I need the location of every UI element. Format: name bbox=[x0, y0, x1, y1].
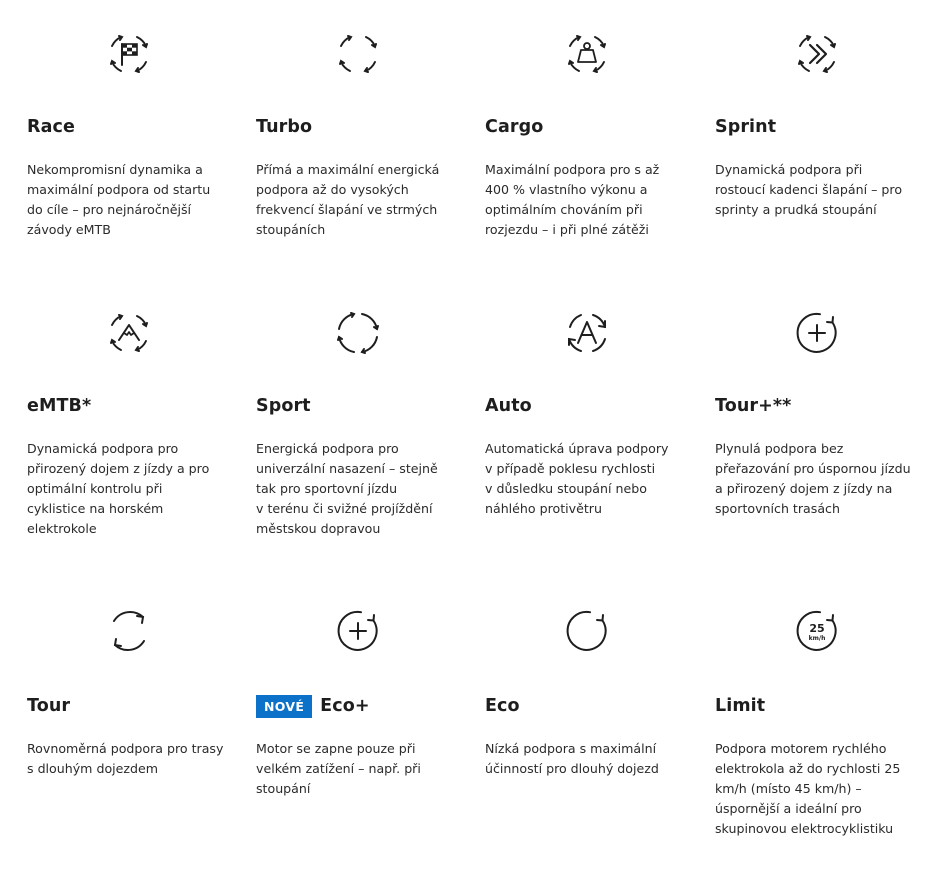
mode-title: Tour bbox=[27, 696, 71, 716]
mode-title: Limit bbox=[715, 696, 766, 716]
sprint-chevron-icon bbox=[791, 28, 843, 80]
limit-speed-value: 25 bbox=[809, 622, 825, 635]
limit-speed-icon bbox=[791, 605, 843, 657]
turbo-cycle-icon bbox=[332, 28, 384, 80]
eco-plus-icon bbox=[332, 605, 384, 657]
mode-description: Podpora motorem rychlého elektrokola až do rychlosti 25 km/h (místo 45 km/h) – úspornější a ideální pro skupinovou elektrocyklistiku bbox=[715, 741, 901, 836]
sport-cycle-icon bbox=[332, 307, 384, 359]
eco-cycle-icon bbox=[561, 605, 613, 657]
mode-description: Nízká podpora s maximální účinností pro dlouhý dojezd bbox=[485, 741, 659, 776]
race-flag-icon bbox=[103, 28, 155, 80]
mode-title: Tour+** bbox=[715, 396, 792, 416]
mode-description: Maximální podpora pro s až 400 % vlastního výkonu a optimálním chováním při rozjezdu – i při plné zátěži bbox=[485, 162, 660, 237]
mode-description: Plynulá podpora bez přeřazování pro úspornou jízdu a přirozený dojem z jízdy na sportovních trasách bbox=[715, 441, 911, 516]
mode-description: Motor se zapne pouze při velkém zatížení – např. při stoupání bbox=[256, 741, 421, 796]
mode-title: Race bbox=[27, 117, 75, 137]
mode-description: Nekompromisní dynamika a maximální podpora od startu do cíle – pro nejnáročnější závody eMTB bbox=[27, 162, 211, 237]
mode-title: Cargo bbox=[485, 117, 544, 137]
mode-title: eMTB* bbox=[27, 396, 92, 416]
mode-title: Sprint bbox=[715, 117, 777, 137]
mode-title: Auto bbox=[485, 396, 532, 416]
mode-description: Dynamická podpora při rostoucí kadenci šlapání – pro sprinty a prudká stoupání bbox=[715, 162, 903, 217]
tour-cycle-icon bbox=[103, 605, 155, 657]
mode-title: Turbo bbox=[256, 117, 313, 137]
mode-title: Sport bbox=[256, 396, 311, 416]
mode-description: Dynamická podpora pro přirozený dojem z jízdy a pro optimální kontrolu při cyklistice na horském elektrokole bbox=[27, 441, 210, 536]
tour-plus-icon bbox=[791, 307, 843, 359]
mode-title: Eco+ bbox=[320, 696, 370, 716]
mode-description: Automatická úprava podpory v případě poklesu rychlosti v důsledku stoupání nebo náhlého protivětru bbox=[485, 441, 669, 516]
mode-description: Přímá a maximální energická podpora až do vysokých frekvencí šlapání ve strmých stoupáních bbox=[256, 162, 440, 237]
mode-title: Eco bbox=[485, 696, 520, 716]
new-badge: NOVÉ bbox=[256, 695, 312, 718]
cargo-weight-icon bbox=[561, 28, 613, 80]
mode-description: Energická podpora pro univerzální nasazení – stejně tak pro sportovní jízdu v terénu či svižné projíždění městskou dopravou bbox=[256, 441, 438, 536]
limit-speed-unit: km/h bbox=[808, 635, 826, 642]
auto-letter-icon bbox=[561, 307, 613, 359]
mode-description: Rovnoměrná podpora pro trasy s dlouhým dojezdem bbox=[27, 741, 224, 776]
emtb-mountain-icon bbox=[103, 307, 155, 359]
